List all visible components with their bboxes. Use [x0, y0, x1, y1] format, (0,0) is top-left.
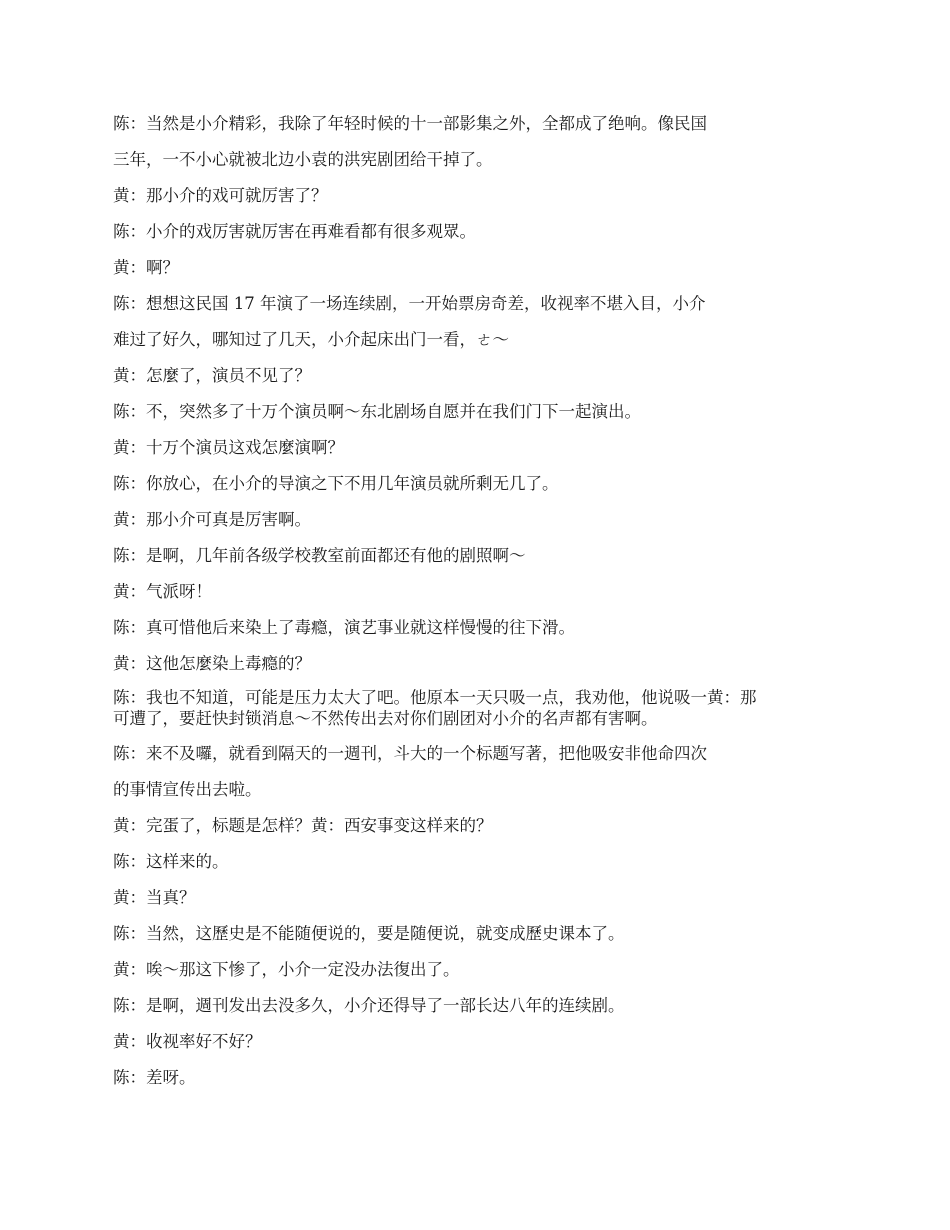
dialogue-line: 三年，一不小心就被北边小袁的洪宪剧团给干掉了。 — [113, 150, 493, 169]
dialogue-line: 黄：唉～那这下惨了，小介一定没办法復出了。 — [113, 960, 460, 979]
dialogue-line: 黄：那小介可真是厉害啊。 — [113, 510, 311, 529]
dialogue-line: 难过了好久，哪知过了几天，小介起床出门一看，ㄜ～ — [113, 330, 509, 349]
dialogue-line: 陈：当然，这歷史是不能随便说的，要是随便说，就变成歷史课本了。 — [113, 924, 625, 943]
dialogue-line: 的事情宣传出去啦。 — [113, 780, 262, 799]
dialogue-line: 黄：这他怎麼染上毒瘾的？ — [113, 654, 311, 673]
dialogue-line: 黄：怎麼了，演员不见了？ — [113, 366, 311, 385]
dialogue-line: 陈：来不及囉，就看到隔天的一週刊，斗大的一个标题写著，把他吸安非他命四次 — [113, 744, 707, 763]
dialogue-line: 陈：不，突然多了十万个演员啊～东北剧场自愿并在我们门下一起演出。 — [113, 402, 641, 421]
dialogue-line: 黄：啊？ — [113, 258, 179, 277]
dialogue-line: 陈：这样来的。 — [113, 852, 229, 871]
dialogue-line: 黄：完蛋了，标题是怎样？黄：西安事变这样来的？ — [113, 816, 493, 835]
dialogue-line: 陈：你放心，在小介的导演之下不用几年演员就所剩无几了。 — [113, 474, 559, 493]
dialogue-line: 黄：当真？ — [113, 888, 196, 907]
dialogue-line: 陈：是啊，几年前各级学校教室前面都还有他的剧照啊～ — [113, 546, 526, 565]
dialogue-line: 陈：当然是小介精彩，我除了年轻时候的十一部影集之外，全都成了绝响。像民国 — [113, 114, 707, 133]
dialogue-line: 黄：那小介的戏可就厉害了？ — [113, 186, 328, 205]
dialogue-line: 黄：气派呀！ — [113, 582, 212, 601]
dialogue-line: 陈：小介的戏厉害就厉害在再难看都有很多观眾。 — [113, 222, 476, 241]
dialogue-line: 陈：差呀。 — [113, 1068, 196, 1087]
dialogue-line: 陈：我也不知道，可能是压力太大了吧。他原本一天只吸一点，我劝他，他说吸一黄：那 — [113, 688, 757, 707]
dialogue-line: 陈：是啊，週刊发出去没多久，小介还得导了一部长达八年的连续剧。 — [113, 996, 625, 1015]
dialogue-line: 黄：收视率好不好？ — [113, 1032, 262, 1051]
dialogue-line: 可遭了，要赶快封锁消息～不然传出去对你们剧团对小介的名声都有害啊。 — [113, 709, 658, 728]
dialogue-line: 陈：真可惜他后来染上了毒瘾，演艺事业就这样慢慢的往下滑。 — [113, 618, 575, 637]
dialogue-line: 黄：十万个演员这戏怎麼演啊？ — [113, 438, 344, 457]
dialogue-line: 陈：想想这民国 17 年演了一场连续剧，一开始票房奇差，收视率不堪入目，小介 — [113, 294, 706, 313]
